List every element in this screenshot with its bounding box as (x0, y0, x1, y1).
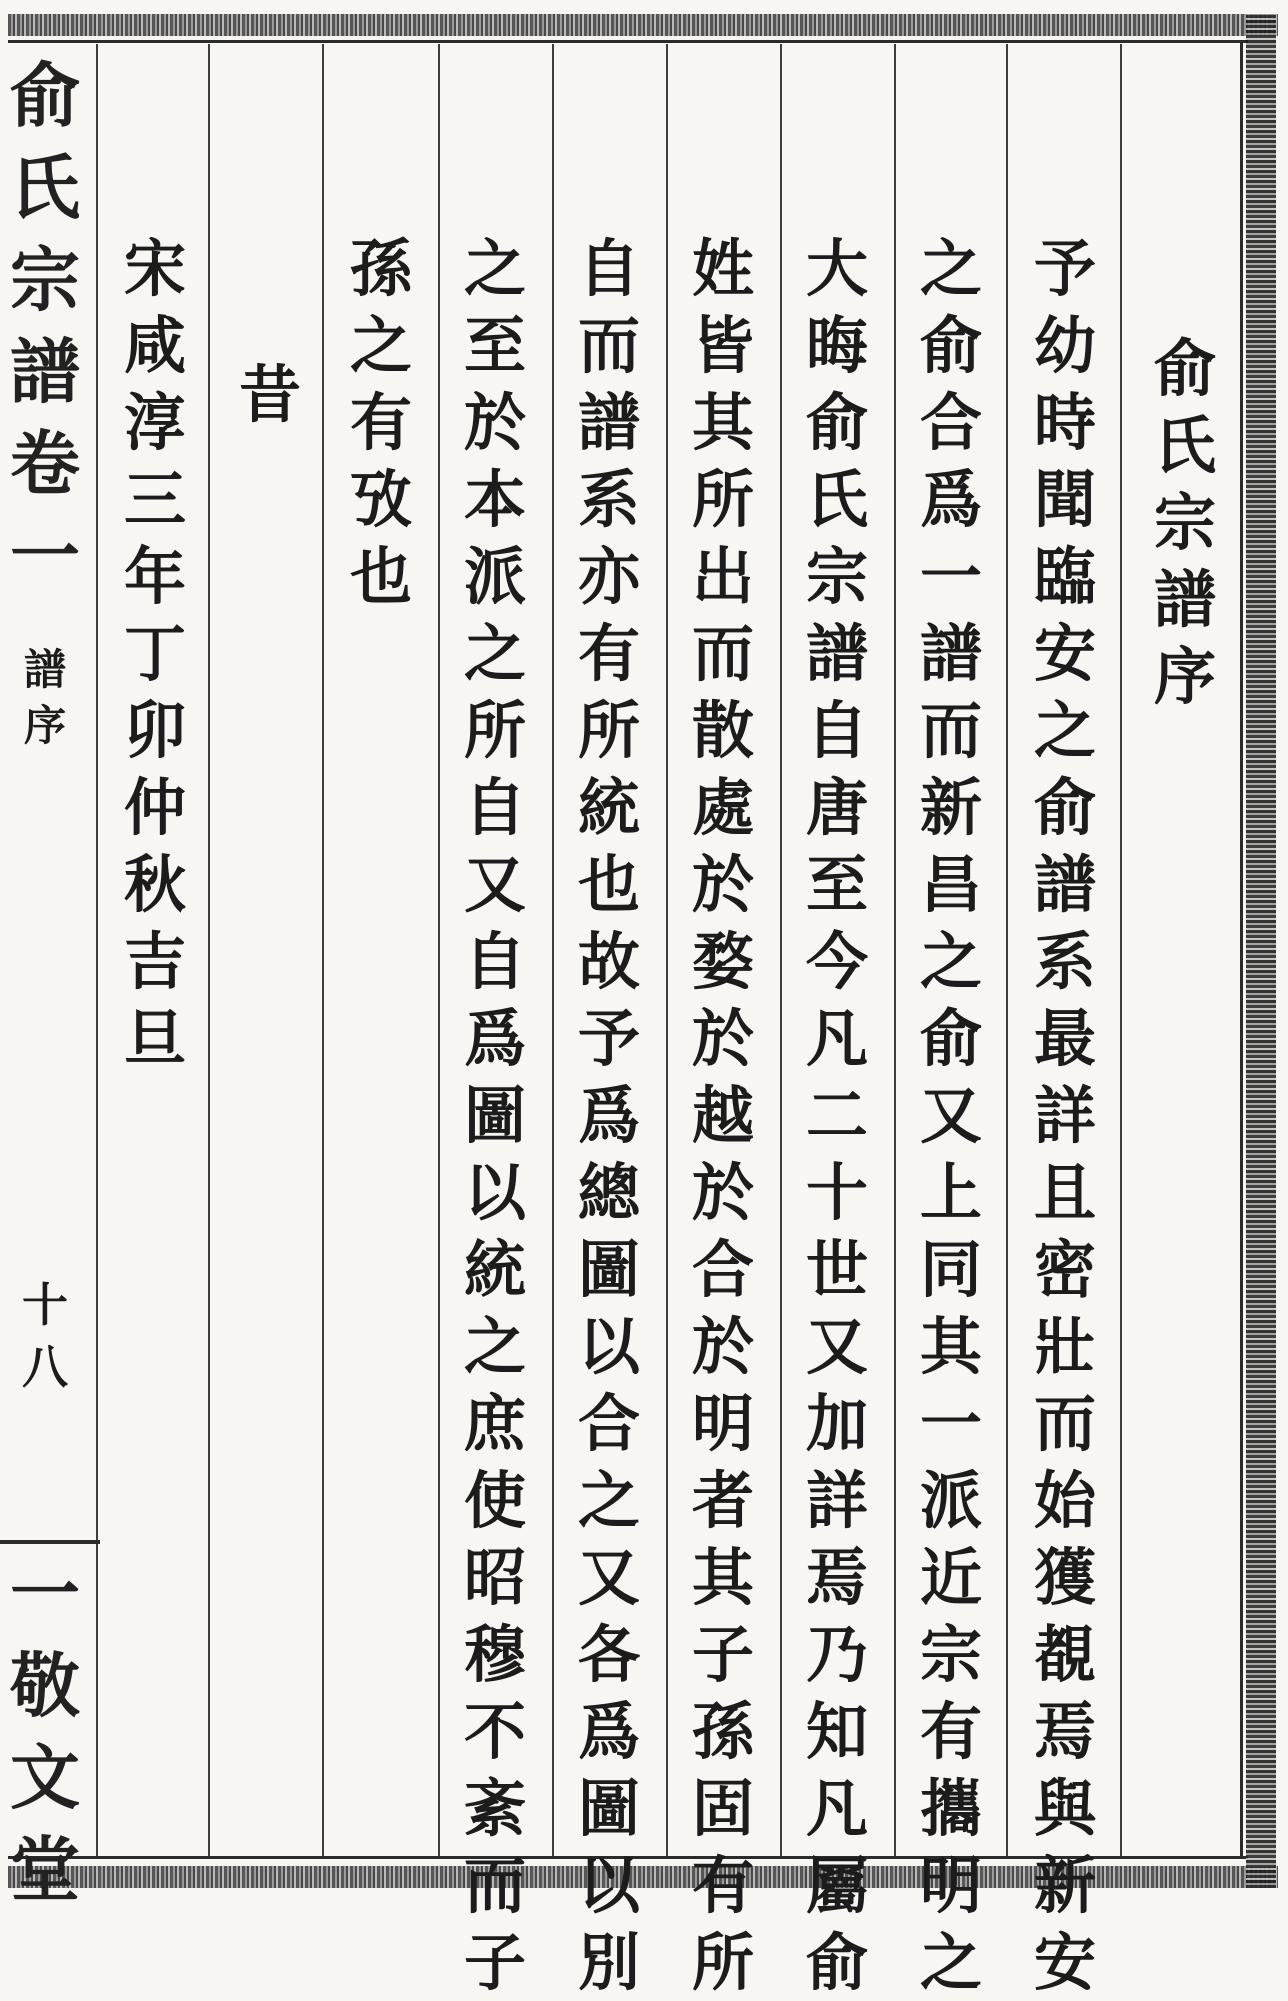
text-char: 與 (1033, 1772, 1096, 1845)
text-char: 安 (1033, 1926, 1096, 1999)
text-char: 各 (577, 1618, 640, 1691)
text-char: 俞 (919, 1002, 982, 1075)
right-inner-rule (1240, 40, 1243, 1858)
text-char: 系 (1033, 925, 1096, 998)
text-char: 而 (463, 1849, 526, 1922)
text-char: 屬 (805, 1849, 868, 1922)
text-char: 一 (919, 1387, 982, 1460)
text-char: 所 (577, 694, 640, 767)
text-char: 有 (919, 1695, 982, 1768)
text-char: 之 (463, 232, 526, 305)
text-char: 於 (691, 848, 754, 921)
text-column (336, 230, 426, 615)
text-char: 詳 (1033, 1079, 1096, 1152)
text-char: 凡 (805, 1772, 868, 1845)
text-char: 合 (919, 386, 982, 459)
text-char: 詳 (805, 1464, 868, 1537)
margin-divider (0, 1540, 100, 1544)
column-rule (666, 44, 668, 1856)
text-char: 焉 (1033, 1695, 1096, 1768)
text-char: 攷 (349, 463, 412, 536)
text-column (906, 230, 996, 2001)
text-column (564, 230, 654, 2001)
text-char: 出 (691, 540, 754, 613)
text-char: 於 (463, 386, 526, 459)
text-char: 總 (577, 1156, 640, 1229)
text-column (450, 230, 540, 2001)
text-char: 處 (691, 771, 754, 844)
title-char: 俞 (1153, 332, 1216, 405)
text-char: 之 (919, 925, 982, 998)
text-char: 宋 (123, 232, 186, 305)
text-char: 予 (577, 1002, 640, 1075)
text-char: 旦 (123, 1002, 186, 1075)
text-char: 秋 (123, 848, 186, 921)
text-char: 合 (577, 1387, 640, 1460)
text-char: 覩 (1033, 1618, 1096, 1691)
margin-char: 堂 (10, 1828, 80, 1911)
text-char: 越 (691, 1079, 754, 1152)
text-char: 子 (463, 1926, 526, 1999)
text-char: 孫 (691, 1695, 754, 1768)
text-char: 統 (463, 1233, 526, 1306)
text-char: 明 (919, 1849, 982, 1922)
text-char: 時 (1033, 386, 1096, 459)
text-char: 譜 (577, 386, 640, 459)
title-char: 氏 (1153, 409, 1216, 482)
column-rule (322, 44, 324, 1856)
text-char: 唐 (805, 771, 868, 844)
column-rule (552, 44, 554, 1856)
text-char: 獲 (1033, 1541, 1096, 1614)
margin-char: 文 (10, 1736, 80, 1819)
margin-book-title (0, 50, 90, 602)
margin-char: 敬 (10, 1644, 80, 1727)
margin-section (0, 642, 90, 754)
column-rule (438, 44, 440, 1856)
text-char: 以 (577, 1310, 640, 1383)
signature-char: 昔 (238, 358, 301, 431)
text-char: 俞 (1033, 771, 1096, 844)
column-rule (1006, 44, 1008, 1856)
text-char: 譜 (805, 617, 868, 690)
text-char: 庶 (463, 1387, 526, 1460)
text-char: 爲 (577, 1079, 640, 1152)
text-char: 吉 (123, 925, 186, 998)
text-char: 散 (691, 694, 754, 767)
column-rule (1120, 44, 1122, 1856)
text-char: 丁 (123, 617, 186, 690)
margin-column (0, 50, 90, 1916)
text-char: 派 (919, 1464, 982, 1537)
text-char: 最 (1033, 1002, 1096, 1075)
text-char: 而 (691, 617, 754, 690)
text-char: 有 (349, 386, 412, 459)
text-char: 者 (691, 1464, 754, 1537)
text-char: 一 (919, 540, 982, 613)
text-char: 三 (123, 463, 186, 536)
text-char: 圖 (577, 1233, 640, 1306)
text-char: 而 (1033, 1387, 1096, 1460)
text-char: 爲 (919, 463, 982, 536)
text-char: 又 (463, 848, 526, 921)
top-inner-rule (8, 40, 1248, 43)
text-char: 至 (805, 848, 868, 921)
text-char: 穆 (463, 1618, 526, 1691)
text-char: 圖 (577, 1772, 640, 1845)
text-char: 安 (1033, 617, 1096, 690)
text-char: 其 (919, 1310, 982, 1383)
margin-char: 宗 (10, 238, 80, 321)
title-char: 譜 (1153, 563, 1216, 636)
text-char: 年 (123, 540, 186, 613)
text-char: 近 (919, 1541, 982, 1614)
text-char: 同 (919, 1233, 982, 1306)
text-char: 之 (919, 1926, 982, 1999)
text-char: 宗 (805, 540, 868, 613)
text-char: 至 (463, 309, 526, 382)
text-char: 自 (463, 771, 526, 844)
column-rule (208, 44, 210, 1856)
text-char: 又 (805, 1310, 868, 1383)
text-char: 幼 (1033, 309, 1096, 382)
text-char: 所 (691, 1926, 754, 1999)
text-char: 所 (691, 463, 754, 536)
margin-char: 一 (10, 514, 80, 597)
text-char: 爲 (463, 1002, 526, 1075)
right-border (1246, 14, 1276, 1888)
text-char: 又 (919, 1079, 982, 1152)
text-char: 焉 (805, 1541, 868, 1614)
text-char: 自 (805, 694, 868, 767)
text-char: 之 (919, 232, 982, 305)
text-char: 凡 (805, 1002, 868, 1075)
text-char: 姓 (691, 232, 754, 305)
text-char: 譜 (1033, 848, 1096, 921)
text-char: 加 (805, 1387, 868, 1460)
text-char: 圖 (463, 1079, 526, 1152)
text-char: 有 (691, 1849, 754, 1922)
text-char: 卯 (123, 694, 186, 767)
text-char: 合 (691, 1233, 754, 1306)
text-char: 昌 (919, 848, 982, 921)
text-char: 淳 (123, 386, 186, 459)
text-char: 臨 (1033, 540, 1096, 613)
text-char: 攜 (919, 1772, 982, 1845)
margin-char: 八 (22, 1340, 68, 1394)
text-char: 明 (691, 1387, 754, 1460)
text-char: 俞 (919, 309, 982, 382)
text-char: 也 (577, 848, 640, 921)
text-char: 而 (577, 309, 640, 382)
text-char: 子 (691, 1618, 754, 1691)
margin-page-number (0, 1274, 90, 1398)
text-char: 其 (691, 386, 754, 459)
margin-char: 譜 (10, 330, 80, 413)
text-char: 且 (1033, 1156, 1096, 1229)
text-char: 而 (919, 694, 982, 767)
text-char: 派 (463, 540, 526, 613)
text-char: 自 (463, 925, 526, 998)
text-char: 知 (805, 1695, 868, 1768)
margin-char: 序 (23, 701, 66, 750)
text-column (1020, 230, 1110, 2001)
text-char: 之 (349, 309, 412, 382)
text-char: 俞 (805, 386, 868, 459)
title-char: 宗 (1153, 486, 1216, 559)
text-char: 也 (349, 540, 412, 613)
text-char: 有 (577, 617, 640, 690)
text-char: 予 (1033, 232, 1096, 305)
text-char: 紊 (463, 1772, 526, 1845)
title-char: 序 (1153, 640, 1216, 713)
text-char: 新 (919, 771, 982, 844)
text-char: 世 (805, 1233, 868, 1306)
text-char: 於 (691, 1156, 754, 1229)
text-char: 俞 (805, 1926, 868, 1999)
text-char: 十 (805, 1156, 868, 1229)
text-char: 聞 (1033, 463, 1096, 536)
text-char: 之 (1033, 694, 1096, 767)
text-char: 婺 (691, 925, 754, 998)
text-char: 系 (577, 463, 640, 536)
text-char: 之 (463, 617, 526, 690)
text-column (678, 230, 768, 2001)
text-char: 大 (805, 232, 868, 305)
text-char: 密 (1033, 1233, 1096, 1306)
text-char: 宗 (919, 1618, 982, 1691)
signature-column (225, 356, 315, 433)
text-char: 爲 (577, 1695, 640, 1768)
text-char: 於 (691, 1002, 754, 1075)
text-char: 孫 (349, 232, 412, 305)
title-column (1140, 330, 1230, 715)
text-char: 固 (691, 1772, 754, 1845)
text-char: 亦 (577, 540, 640, 613)
text-char: 其 (691, 1541, 754, 1614)
text-char: 今 (805, 925, 868, 998)
margin-char: 一 (10, 1552, 80, 1635)
margin-char: 譜 (23, 645, 66, 694)
text-char: 上 (919, 1156, 982, 1229)
text-char: 譜 (919, 617, 982, 690)
text-char: 氏 (805, 463, 868, 536)
text-column (110, 230, 200, 1077)
text-char: 本 (463, 463, 526, 536)
text-char: 不 (463, 1695, 526, 1768)
text-char: 於 (691, 1310, 754, 1383)
text-char: 別 (577, 1926, 640, 1999)
text-char: 統 (577, 771, 640, 844)
text-char: 咸 (123, 309, 186, 382)
column-rule (894, 44, 896, 1856)
margin-char: 十 (22, 1278, 68, 1332)
margin-char: 卷 (10, 422, 80, 505)
margin-char: 氏 (10, 146, 80, 229)
column-rule (780, 44, 782, 1856)
text-char: 壯 (1033, 1310, 1096, 1383)
text-char: 故 (577, 925, 640, 998)
text-char: 乃 (805, 1618, 868, 1691)
text-char: 之 (463, 1310, 526, 1383)
text-char: 始 (1033, 1464, 1096, 1537)
text-char: 新 (1033, 1849, 1096, 1922)
column-rule (96, 44, 98, 1856)
text-char: 二 (805, 1079, 868, 1152)
text-char: 又 (577, 1541, 640, 1614)
text-char: 以 (577, 1849, 640, 1922)
top-border (8, 14, 1278, 36)
text-char: 以 (463, 1156, 526, 1229)
text-char: 之 (577, 1464, 640, 1537)
margin-hall-name (0, 1548, 90, 1916)
text-column (792, 230, 882, 2001)
text-char: 昭 (463, 1541, 526, 1614)
text-char: 晦 (805, 309, 868, 382)
text-char: 皆 (691, 309, 754, 382)
text-char: 仲 (123, 771, 186, 844)
margin-char: 俞 (10, 54, 80, 137)
text-char: 使 (463, 1464, 526, 1537)
text-char: 自 (577, 232, 640, 305)
text-char: 所 (463, 694, 526, 767)
